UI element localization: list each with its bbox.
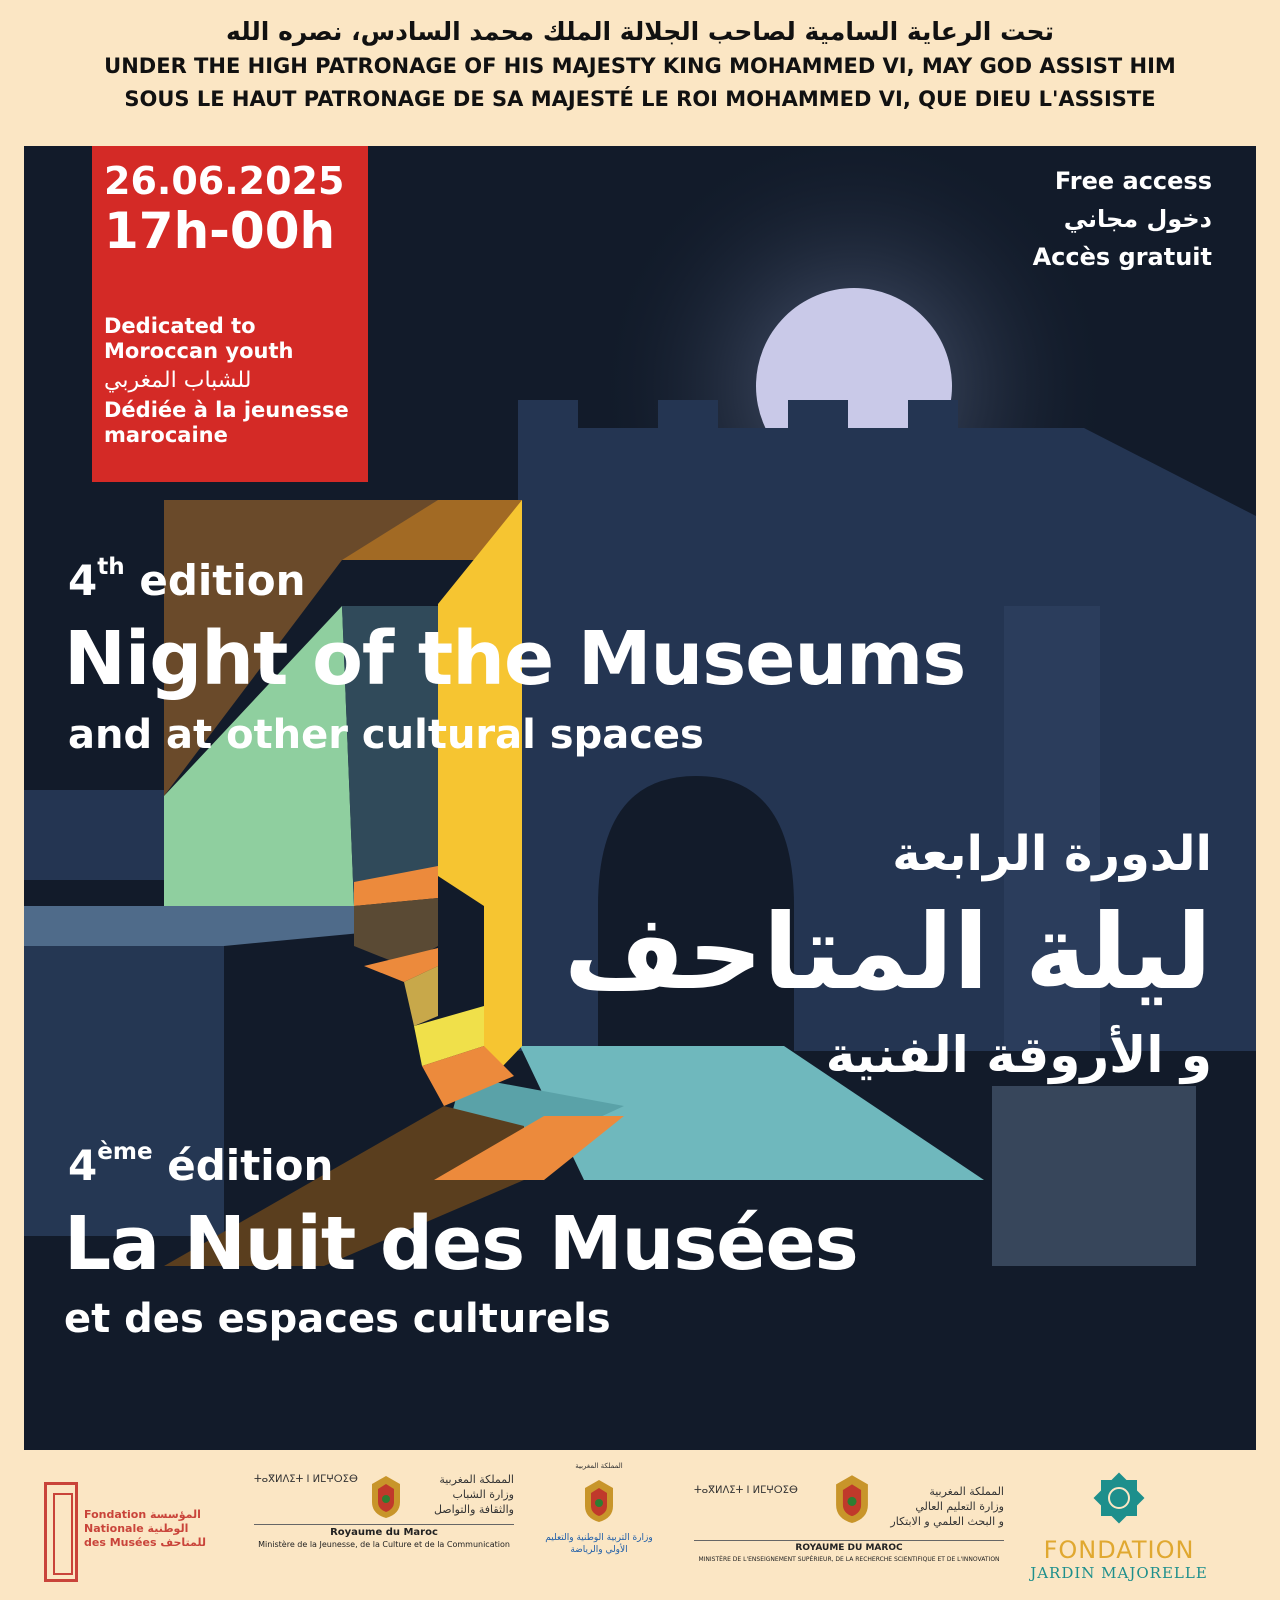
edition-fr-num: 4: [68, 1141, 98, 1190]
subtitle-ar: و الأروقة الفنية: [825, 1026, 1212, 1084]
ground: [24, 1266, 1256, 1450]
patronage-header: [0, 14, 1280, 116]
logo-ministry-higher-education: [694, 1470, 1004, 1600]
logo-fondation-jardin-majorelle: [1024, 1468, 1214, 1598]
ministry-youth-ar: المملكة المغربية وزارة الشباب والثقافة والتواصل: [433, 1473, 514, 1516]
title-en: Night of the Museums: [64, 616, 966, 702]
left-wall: [24, 790, 164, 880]
dedicated-fr-line2: marocaine: [104, 423, 228, 447]
dedicated-fr: [104, 398, 356, 448]
dedicated-en-line2: Moroccan youth: [104, 339, 294, 363]
ministry-higher-tifinagh: ⵜⴰⴳⵍⴷⵉⵜ ⵏ ⵍⵎⵖⵔⵉⴱ: [694, 1485, 798, 1496]
ministry-education-top: المملكة المغربية: [575, 1462, 623, 1470]
fnm-line3: des Musées: [84, 1536, 157, 1549]
royal-crest-icon: [827, 1470, 877, 1526]
fjm-line2: JARDIN MAJORELLE: [1030, 1564, 1208, 1582]
partner-logos: [24, 1462, 1256, 1592]
ministry-higher-name: MINISTÈRE DE L'ENSEIGNEMENT SUPÉRIEUR, DE LA RECHERCHE SCIENTIFIQUE ET DE L'INNOVATION: [698, 1556, 1000, 1563]
title-fr: La Nuit des Musées: [64, 1201, 858, 1287]
subtitle-fr: et des espaces culturels: [64, 1296, 611, 1342]
fnm-ar1: المؤسسة: [150, 1508, 201, 1521]
subtitle-en: and at other cultural spaces: [68, 712, 704, 758]
edition-fr-sup: ème: [97, 1139, 153, 1166]
free-access: [1033, 162, 1212, 276]
royal-crest-icon: [577, 1476, 621, 1524]
fnm-line1: Fondation: [84, 1508, 147, 1521]
patronage-ar: تحت الرعاية السامية لصاحب الجلالة الملك محمد السادس، نصره الله: [226, 17, 1054, 46]
edition-en-word: edition: [124, 556, 306, 605]
poster-artwork: [24, 146, 1256, 1450]
logo-ministry-education: [544, 1462, 654, 1592]
majorelle-star-icon: [1089, 1468, 1149, 1528]
edition-en-sup: th: [97, 554, 125, 581]
fnm-ar3: للمتاحف: [160, 1536, 207, 1549]
ministry-youth-kingdom: Royaume du Maroc: [254, 1524, 514, 1538]
fnm-mark-icon: [44, 1482, 78, 1582]
edition-en: [68, 556, 306, 605]
logo-ministry-youth-culture: [254, 1472, 514, 1600]
logo-fondation-nationale-musees: [44, 1482, 219, 1582]
date-box: [92, 146, 368, 482]
dedicated-en: [104, 314, 356, 364]
patronage-fr: SOUS LE HAUT PATRONAGE DE SA MAJESTÉ LE ROI MOHAMMED VI, QUE DIEU L'ASSISTE: [124, 87, 1156, 111]
event-date: 26.06.2025: [104, 159, 345, 203]
edition-en-num: 4: [68, 556, 98, 605]
ministry-youth-tifinagh: ⵜⴰⴳⵍⴷⵉⵜ ⵏ ⵍⵎⵖⵔⵉⴱ: [254, 1474, 358, 1485]
fnm-ar2: الوطنية: [147, 1522, 189, 1535]
royal-crest-icon: [364, 1472, 408, 1520]
dedicated-ar: للشباب المغربي: [104, 368, 252, 393]
free-access-ar: دخول مجاني: [1063, 205, 1212, 233]
ministry-higher-ar: المملكة المغربية وزارة التعليم العالي و البحث العلمي و الابتكار: [890, 1485, 1004, 1528]
fjm-line1: FONDATION: [1043, 1536, 1195, 1564]
free-access-fr: Accès gratuit: [1032, 243, 1212, 271]
edition-fr: [68, 1141, 333, 1190]
edition-ar: الدورة الرابعة: [892, 826, 1212, 882]
ministry-higher-kingdom: ROYAUME DU MAROC: [694, 1540, 1004, 1553]
ministry-education-ar: وزارة التربية الوطنية والتعليم الأولي والرياضة: [545, 1533, 653, 1555]
event-time: 17h-00h: [104, 202, 336, 260]
free-access-en: Free access: [1054, 167, 1212, 195]
fnm-text: [84, 1508, 206, 1550]
dedicated-fr-line1: Dédiée à la jeunesse: [104, 398, 349, 422]
fnm-line2: Nationale: [84, 1522, 144, 1535]
edition-fr-word: édition: [152, 1141, 334, 1190]
dedicated-en-line1: Dedicated to: [104, 314, 256, 338]
title-ar: ليلة المتاحف: [564, 891, 1212, 1013]
patronage-en: UNDER THE HIGH PATRONAGE OF HIS MAJESTY KING MOHAMMED VI, MAY GOD ASSIST HIM: [104, 54, 1176, 78]
ministry-youth-name: Ministère de la Jeunesse, de la Culture et de la Communication: [258, 1540, 510, 1549]
